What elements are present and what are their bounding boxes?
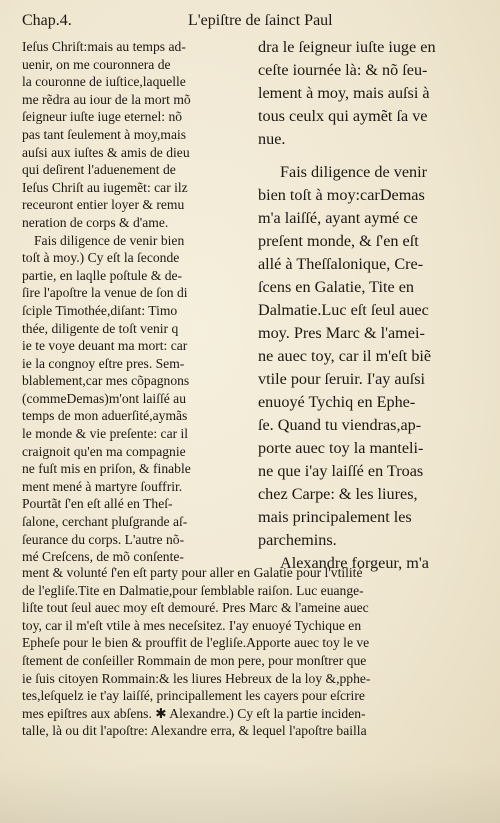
continuation-line: Epheſe pour le bien & prouffit de l'egliſe.Apporte auec toy le ve [22, 635, 370, 651]
commentary-line: ne fuſt mis en priſon, & finable [22, 461, 191, 477]
scripture-column [258, 36, 480, 575]
commentary-line: qui deſirent l'aduenement de [22, 162, 176, 178]
scripture-line: allé à Theſſalonique, Cre- [258, 255, 424, 273]
continuation-line: ſtement de conſeiller Rommain de mon pere, pour monſtrer que [22, 652, 367, 668]
commentary-line: blablement,car mes cõpagnons [22, 373, 190, 389]
commentary-line: ſciple Timothée,diſant: Timo [22, 302, 178, 318]
commentary-line: receuront entier loyer & remu [22, 197, 185, 213]
commentary-line: auſsi aux iuſtes & amis de dieu [22, 144, 190, 160]
commentary-line: ſire l'apoſtre la venue de ſon di [22, 285, 188, 301]
scripture-line: nue. [258, 130, 286, 148]
commentary-column [22, 38, 252, 566]
scripture-line: preſent monde, & ſ'en eſt [258, 232, 419, 250]
scripture-line: ſcens en Galatie, Tite en [258, 278, 414, 296]
commentary-line: ſeigneur iuſte iuge eternel: nõ [22, 109, 183, 125]
scripture-line: enuoyé Tychiq en Ephe- [258, 393, 416, 411]
scripture-line: m'a laiſſé, ayant aymé ce [258, 209, 418, 227]
commentary-line: pas tant ſeulement à moy,mais [22, 126, 187, 142]
commentary-line: ie te voye deuant ma mort: car [22, 338, 188, 354]
scripture-line: parchemins. [258, 531, 337, 549]
commentary-continuation [22, 564, 482, 740]
scripture-line: ſe. Quand tu viendras,ap- [258, 416, 422, 434]
scripture-line: chez Carpe: & les liures, [258, 485, 418, 503]
commentary-line: (commeDemas)m'ont laiſſé au [22, 390, 187, 406]
commentary-line: le monde & vie preſente: car il [22, 426, 189, 442]
commentary-line: neration de corps & d'ame. [22, 214, 169, 230]
commentary-line: la couronne de iuſtice,laquelle [22, 74, 186, 90]
commentary-line: me rẽdra au iour de la mort mõ [22, 91, 191, 107]
commentary-line: thée, diligente de toſt venir q [22, 320, 179, 336]
commentary-line: partie, en laqlle poſtule & de- [22, 267, 183, 283]
scripture-line: Alexandre forgeur, m'a [280, 554, 429, 572]
continuation-line: liſte tout ſeul auec moy eſt demouré. Pres Marc & l'ameine auec [22, 600, 369, 616]
scripture-line: Dalmatie.Luc eſt ſeul auec [258, 301, 429, 319]
scripture-line: Fais diligence de venir [280, 163, 427, 181]
scripture-line: tous ceulx qui aymẽt ſa ve [258, 107, 428, 125]
commentary-line: Pourtãt ſ'en eſt allé en Theſ- [22, 496, 173, 512]
scripture-line: dra le ſeigneur iuſte iuge en [258, 38, 436, 56]
running-header [22, 12, 478, 36]
paragraph-gap [258, 151, 480, 161]
scripture-line: vtile pour ſeruir. I'ay auſsi [258, 370, 425, 388]
scripture-line: lement à moy, mais auſsi à [258, 84, 430, 102]
commentary-line: Fais diligence de venir bien [34, 232, 185, 248]
commentary-line: Ieſus Chriſt au iugemẽt: car ilz [22, 179, 188, 195]
continuation-line: toy, car il m'eſt vtile à mes neceſsitez. I'ay enuoyé Tychique en [22, 617, 362, 633]
commentary-line: ie la congnoy eſtre pres. Sem- [22, 355, 185, 371]
commentary-line: craignoit qu'en ma compagnie [22, 443, 186, 459]
continuation-line: ie ſuis citoyen Rommain:& les liures Hebreux de la loy &,pphe- [22, 670, 371, 686]
continuation-line: ment & volunté ſ'en eſt party pour aller en Galatie pour l'vtilité [22, 565, 363, 580]
scripture-line: mais principalement les [258, 508, 412, 526]
commentary-line: toſt à moy.) Cy eſt la ſeconde [22, 250, 180, 266]
running-title: L'epiſtre de ſainct Paul [188, 12, 333, 29]
continuation-line: talle, là ou dit l'apoſtre: Alexandre erra, & lequel l'apoſtre bailla [22, 723, 367, 739]
scripture-line: porte auec toy la manteli- [258, 439, 424, 457]
continuation-line: mes epiſtres aux abſens. ✱ Alexandre.) Cy eſt la partie inciden- [22, 705, 366, 721]
commentary-line: ſalone, cerchant pluſgrande aſ- [22, 514, 188, 530]
scripture-line: ne que i'ay laiſſé en Troas [258, 462, 424, 480]
commentary-line: temps de mon aduerſité,aymãs [22, 408, 188, 424]
chapter-label: Chap.4. [22, 12, 72, 29]
commentary-line: mé Creſcens, de mõ conſente- [22, 549, 184, 565]
paper-shadow [0, 763, 500, 823]
scripture-line: moy. Pres Marc & l'amei- [258, 324, 425, 342]
commentary-line: uenir, on me couronnera de [22, 56, 171, 72]
commentary-line: Ieſus Chriſt:mais au temps ad- [22, 39, 186, 54]
commentary-line: ment mené à martyre ſouffrir. [22, 478, 183, 494]
scripture-line: bien toſt à moy:carDemas [258, 186, 425, 204]
continuation-line: de l'egliſe.Tite en Dalmatie,pour ſemblable raiſon. Luc euange- [22, 582, 364, 598]
continuation-line: tes,leſquelz ie t'ay laiſſé, principallement les cayers pour eſcrire [22, 688, 365, 704]
scripture-line: ceſte iournée là: & nõ ſeu- [258, 61, 428, 79]
scripture-line: ne auec toy, car il m'eſt biẽ [258, 347, 432, 365]
commentary-line: ſeurance du corps. L'autre nõ- [22, 531, 185, 547]
